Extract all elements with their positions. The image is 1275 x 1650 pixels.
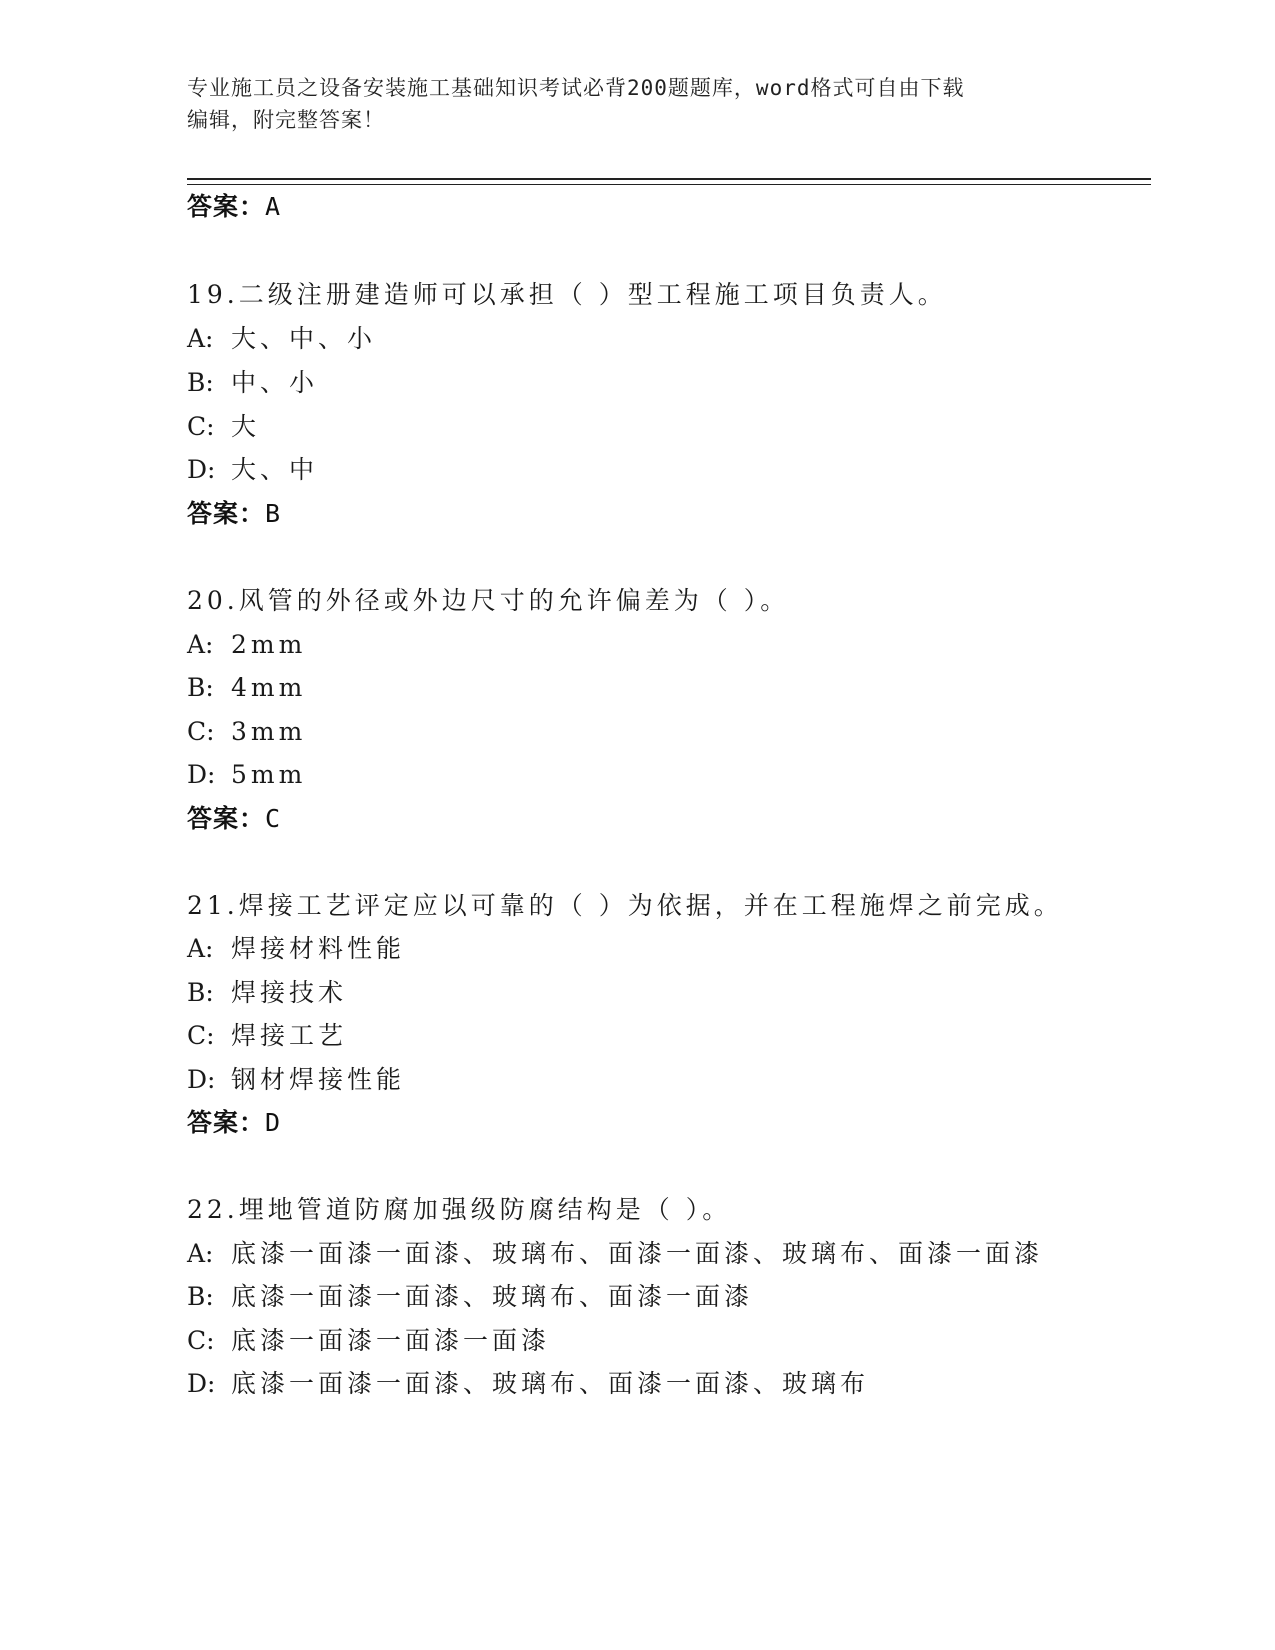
option-letter: D: xyxy=(187,455,216,484)
answer-label: 答案： xyxy=(187,499,266,528)
option-letter: C: xyxy=(187,1021,215,1050)
option-text: 焊接材料性能 xyxy=(231,934,406,963)
option-20-a xyxy=(187,628,306,662)
header-rule-thick xyxy=(187,178,1151,180)
answer-value: D xyxy=(265,1108,282,1137)
option-letter: D: xyxy=(187,760,216,789)
option-letter: A: xyxy=(187,324,214,353)
answer-label: 答案： xyxy=(187,804,266,833)
option-text: 4mm xyxy=(231,673,307,702)
option-letter: A: xyxy=(187,630,214,659)
option-text: 5mm xyxy=(231,760,307,789)
option-text: 底漆一面漆一面漆、玻璃布、面漆一面漆、玻璃布、面漆一面漆 xyxy=(231,1239,1044,1268)
option-letter: D: xyxy=(187,1369,216,1398)
option-text: 3mm xyxy=(231,717,307,746)
option-19-a xyxy=(187,322,376,356)
option-text: 大、中 xyxy=(231,455,319,484)
option-text: 大、中、小 xyxy=(231,324,377,353)
header-line-2: 编辑，附完整答案！ xyxy=(187,108,385,132)
option-letter: C: xyxy=(187,412,215,441)
option-20-c xyxy=(187,715,306,749)
option-22-a xyxy=(187,1237,1043,1271)
answer-20 xyxy=(187,802,281,836)
option-21-d xyxy=(187,1063,405,1097)
option-text: 焊接工艺 xyxy=(231,1021,348,1050)
question-19: 19.二级注册建造师可以承担（ ）型工程施工项目负责人。 xyxy=(187,280,947,309)
option-19-b xyxy=(187,366,318,400)
header-line-1: 专业施工员之设备安装施工基础知识考试必背200题题库，word格式可自由下载 xyxy=(187,76,965,100)
option-letter: A: xyxy=(187,934,214,963)
answer-prev xyxy=(187,190,281,224)
option-text: 中、小 xyxy=(231,368,319,397)
option-text: 钢材焊接性能 xyxy=(231,1065,406,1094)
option-21-c xyxy=(187,1019,347,1053)
option-letter: C: xyxy=(187,717,215,746)
question-21: 21.焊接工艺评定应以可靠的（ ）为依据，并在工程施焊之前完成。 xyxy=(187,891,1063,920)
option-22-d xyxy=(187,1367,869,1401)
option-letter: B: xyxy=(187,368,214,397)
option-20-b xyxy=(187,671,306,705)
option-text: 底漆一面漆一面漆、玻璃布、面漆一面漆、玻璃布 xyxy=(231,1369,870,1398)
option-22-b xyxy=(187,1280,753,1314)
option-letter: C: xyxy=(187,1326,215,1355)
answer-label: 答案： xyxy=(187,192,266,221)
option-text: 底漆一面漆一面漆一面漆 xyxy=(231,1326,551,1355)
header-rule-thin xyxy=(187,184,1151,185)
option-letter: B: xyxy=(187,673,214,702)
question-22: 22.埋地管道防腐加强级防腐结构是（ ）。 xyxy=(187,1195,732,1224)
option-20-d xyxy=(187,758,306,792)
option-letter: D: xyxy=(187,1065,216,1094)
option-21-a xyxy=(187,932,405,966)
answer-value: C xyxy=(265,804,282,833)
option-19-c xyxy=(187,410,260,444)
option-text: 底漆一面漆一面漆、玻璃布、面漆一面漆 xyxy=(231,1282,754,1311)
answer-label: 答案： xyxy=(187,1108,266,1137)
answer-value: B xyxy=(265,499,282,528)
option-21-b xyxy=(187,976,347,1010)
document-header xyxy=(187,72,1067,136)
option-text: 2mm xyxy=(231,630,307,659)
option-19-d xyxy=(187,453,318,487)
answer-value: A xyxy=(265,192,282,221)
option-22-c xyxy=(187,1324,550,1358)
option-letter: B: xyxy=(187,1282,214,1311)
option-text: 大 xyxy=(231,412,261,441)
option-letter: B: xyxy=(187,978,214,1007)
question-20: 20.风管的外径或外边尺寸的允许偏差为（ ）。 xyxy=(187,586,790,615)
answer-21 xyxy=(187,1106,281,1140)
option-text: 焊接技术 xyxy=(231,978,348,1007)
answer-19 xyxy=(187,497,281,531)
option-letter: A: xyxy=(187,1239,214,1268)
